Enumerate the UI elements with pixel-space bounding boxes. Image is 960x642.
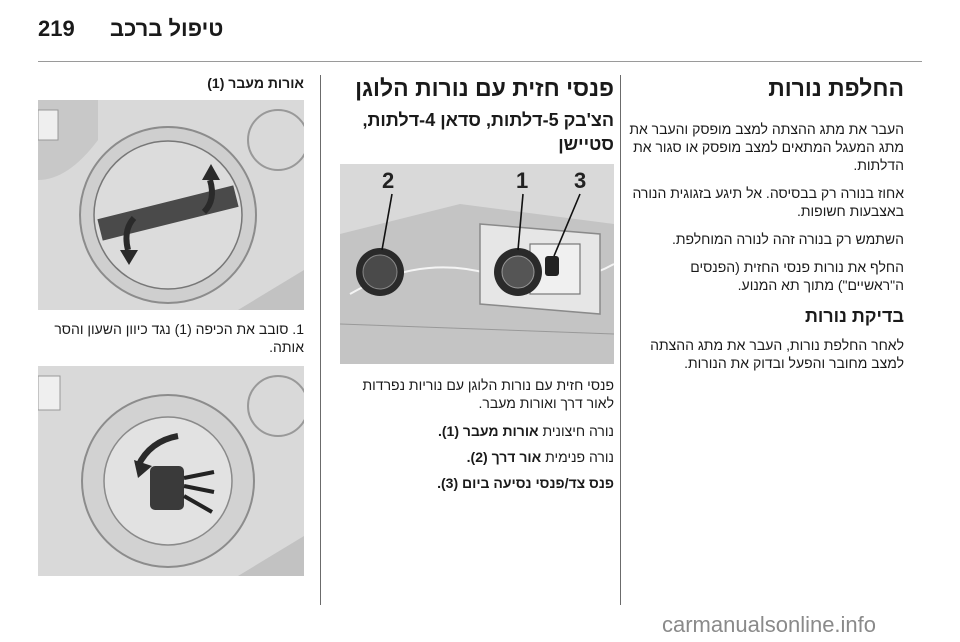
paragraph: לאחר החלפת נורות, העבר את מתג ההצתה למצב מחובר והפעל ובדוק את הנורות. (650, 337, 904, 371)
headlight-assembly-illustration (340, 164, 614, 364)
paragraph: אחוז בנורה רק בבסיסה. אל תיגע בזגוגית הנורה באצבעות חשופות. (632, 185, 904, 219)
step-remove-cap: 1. סובב את הכיפה (1) נגד כיוון השעון והסר אותה. (54, 321, 304, 355)
page-number: 219 (38, 16, 75, 41)
cap-removal-figure (38, 100, 304, 310)
bulb-connector-illustration (38, 366, 304, 576)
bulb-check-title: בדיקת נורות (804, 306, 904, 326)
vehicle-variants-subtitle: הצ'בק 5-דלתות, סדאן 4-דלתות, סטיישן (362, 110, 614, 154)
paragraph: החלף את נורות פנסי החזית (הפנסים ה"ראשיים") מתוך תא המנוע. (690, 259, 904, 293)
bulb-replacement-title: החלפת נורות (768, 75, 904, 101)
column-bulb-replacement (628, 74, 904, 382)
column-halogen-headlights (338, 74, 614, 500)
paragraph: השתמש רק בנורה זהה לנורה המוחלפת. (671, 231, 904, 247)
paragraph: פנסי חזית עם נורות הלוגן עם נוריות נפרדות לאור דרך ואורות מעבר. (362, 377, 614, 411)
figure-label-2: 2 (382, 168, 395, 193)
headlight-assembly-figure (340, 164, 614, 364)
header-rule (38, 61, 922, 62)
figure-label-1: 1 (516, 168, 529, 193)
column-divider-right (620, 75, 621, 605)
column-divider-left (320, 75, 321, 605)
paragraph: העבר את מתג ההצתה למצב מופסק והעבר את מתג המעגל המתאים למצב מופסק או סגור את הדלתות. (629, 121, 904, 173)
cap-removal-illustration (38, 100, 304, 310)
column-low-beam (38, 74, 304, 576)
low-beam-caption: אורות מעבר (1) (207, 75, 304, 91)
list-item: נורה חיצונית אורות מעבר (1). (437, 423, 614, 439)
section-title: טיפול ברכב (110, 16, 224, 41)
page-header (0, 0, 960, 60)
list-item: נורה פנימית אור דרך (2). (466, 449, 614, 465)
figure-label-3: 3 (574, 168, 587, 193)
halogen-headlights-title: פנסי חזית עם נורות הלוגן (355, 75, 614, 101)
bulb-connector-figure (38, 366, 304, 576)
list-item: פנס צד/פנסי נסיעה ביום (3). (437, 475, 614, 491)
watermark: carmanualsonline.info (662, 612, 877, 637)
